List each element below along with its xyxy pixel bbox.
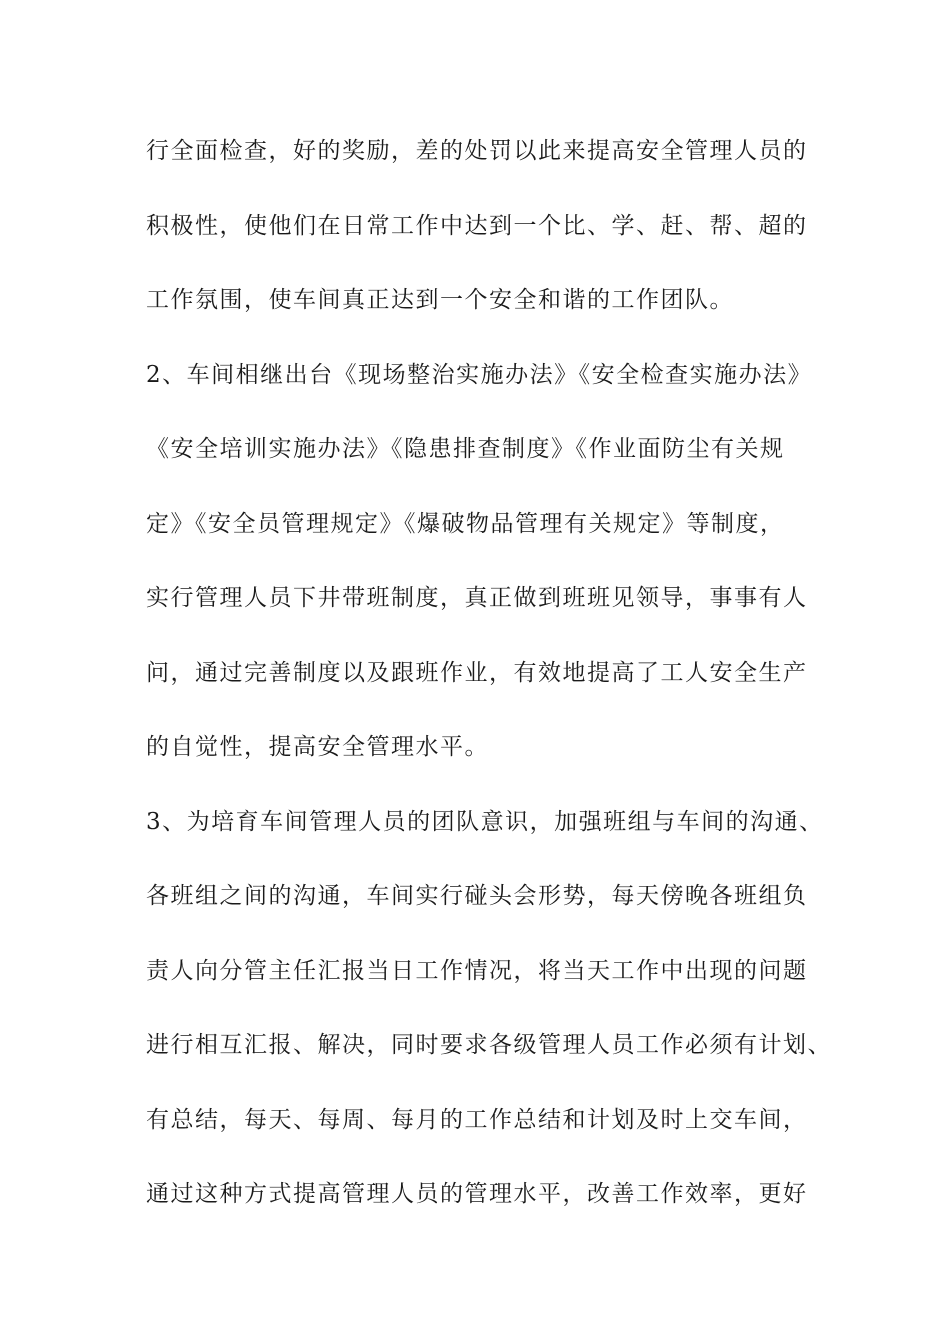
text-line: 积极性，使他们在日常工作中达到一个比、学、赶、帮、超的 [146, 212, 808, 239]
text-line: 的自觉性，提高安全管理水平。 [146, 734, 489, 760]
text-line: 有总结，每天、每周、每月的工作总结和计划及时上交车间， [146, 1106, 808, 1133]
body-text [146, 128, 832, 1246]
text-line: 实行管理人员下井带班制度，真正做到班班见领导，事事有人 [146, 585, 808, 611]
text-line: 行全面检查，好的奖励，差的处罚以此来提高安全管理人员的 [146, 138, 808, 164]
text-line: 责人向分管主任汇报当日工作情况，将当天工作中出现的问题 [146, 957, 808, 984]
text-line: 问，通过完善制度以及跟班作业，有效地提高了工人安全生产 [146, 659, 808, 686]
text-line: 2、车间相继出台《现场整治实施办法》《安全检查实施办法》 [146, 361, 813, 388]
text-line: 各班组之间的沟通，车间实行碰头会形势，每天傍晚各班组负 [146, 883, 808, 909]
text-line: 通过这种方式提高管理人员的管理水平，改善工作效率，更好 [146, 1181, 808, 1207]
text-line: 工作氛围，使车间真正达到一个安全和谐的工作团队。 [146, 287, 734, 313]
text-line: 定》《安全员管理规定》《爆破物品管理有关规定》等制度， [146, 510, 785, 537]
text-line: 3、为培育车间管理人员的团队意识，加强班组与车间的沟通、 [146, 808, 824, 835]
text-line: 进行相互汇报、解决，同时要求各级管理人员工作必须有计划、 [146, 1032, 832, 1058]
text-line: 《安全培训实施办法》《隐患排查制度》《作业面防尘有关规 [146, 436, 785, 462]
